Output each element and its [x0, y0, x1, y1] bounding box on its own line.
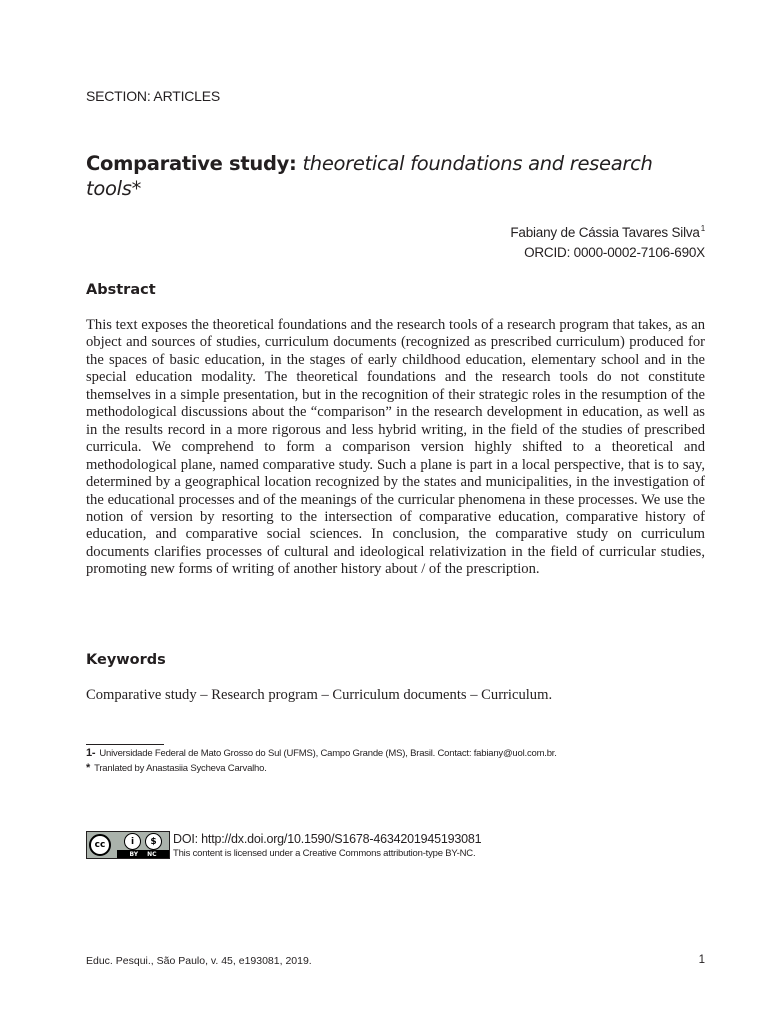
cc-by-label: BY: [129, 850, 139, 858]
keywords-text: Comparative study – Research program – Curriculum documents – Curriculum.: [86, 687, 553, 703]
footnote-1: [86, 747, 557, 759]
footer-citation: Educ. Pesqui., São Paulo, v. 45, e193081, 2019.: [86, 955, 312, 967]
cc-icon: cc: [89, 834, 111, 856]
title-subtitle: theoretical foundations and research tools*: [86, 152, 653, 200]
cc-strip: [117, 850, 169, 858]
footnote-divider: [86, 744, 164, 745]
author-orcid: ORCID: 0000-0002-7106-690X: [524, 245, 705, 260]
footnote-1-text: Universidade Federal de Mato Grosso do Sul (UFMS), Campo Grande (MS), Brasil. Contact: fabiany@uol.com.br.: [99, 748, 557, 759]
footnote-2-mark: *: [86, 762, 91, 774]
attribution-icon: i: [124, 833, 141, 850]
doi-link[interactable]: DOI: http://dx.doi.org/10.1590/S1678-4634201945193081: [173, 832, 482, 846]
title-main: Comparative study:: [86, 152, 297, 175]
page-number: 1: [698, 954, 705, 966]
creative-commons-badge[interactable]: [86, 831, 170, 859]
author-block: [510, 219, 705, 263]
abstract-text: This text exposes the theoretical foundations and the research tools of a research program that takes, as an object and sources of studies, curriculum documents (recognized as prescribed curriculum) produced for the spaces of basic education, in the stages of early childhood education, elementary school and in the special education modality. The theoretical foundations and the research tools do not constitute themselves in a simple presentation, but in the recognition of their strategic roles in the resumption of the methodological discussions about the “comparison” in the research development in education, as well as in the results record in a more rigorous and less hybrid writing, in the field of the studies of prescribed curricula. We comprehend to form a comparison version highly shifted to a theoretical and methodological plane, named comparative study. Such a plane is part in a local perspective, that is to say, determined by a geographical location recognized by the states and municipalities, in the investigation of the educational processes and of the meanings of the curricular phenomena in these processes. We use the notion of version by resorting to the intersection of comparative education, comparative history of education, and comparative social sciences. In conclusion, the comparative study on curriculum documents clarifies processes of cultural and ideological relativization in the field of curricular studies, promoting new forms of writing of another history about / of the prescription.: [86, 317, 705, 578]
footnote-2-text: Tranlated by Anastasiia Sycheva Carvalho.: [94, 763, 267, 774]
keywords-heading: Keywords: [86, 652, 166, 668]
author-name-line: [510, 219, 705, 243]
abstract-heading: Abstract: [86, 282, 156, 298]
cc-nc-label: NC: [147, 850, 157, 858]
noncommercial-icon: $: [145, 833, 162, 850]
article-title: [86, 151, 705, 201]
author-footnote-ref: 1: [700, 224, 705, 233]
article-page: [86, 0, 705, 1024]
section-label: SECTION: ARTICLES: [86, 88, 221, 104]
author-name: Fabiany de Cássia Tavares Silva: [510, 225, 700, 240]
license-text: This content is licensed under a Creative Commons attribution-type BY-NC.: [173, 848, 476, 859]
footnote-2: [86, 762, 267, 774]
footnote-1-mark: 1-: [86, 747, 96, 759]
